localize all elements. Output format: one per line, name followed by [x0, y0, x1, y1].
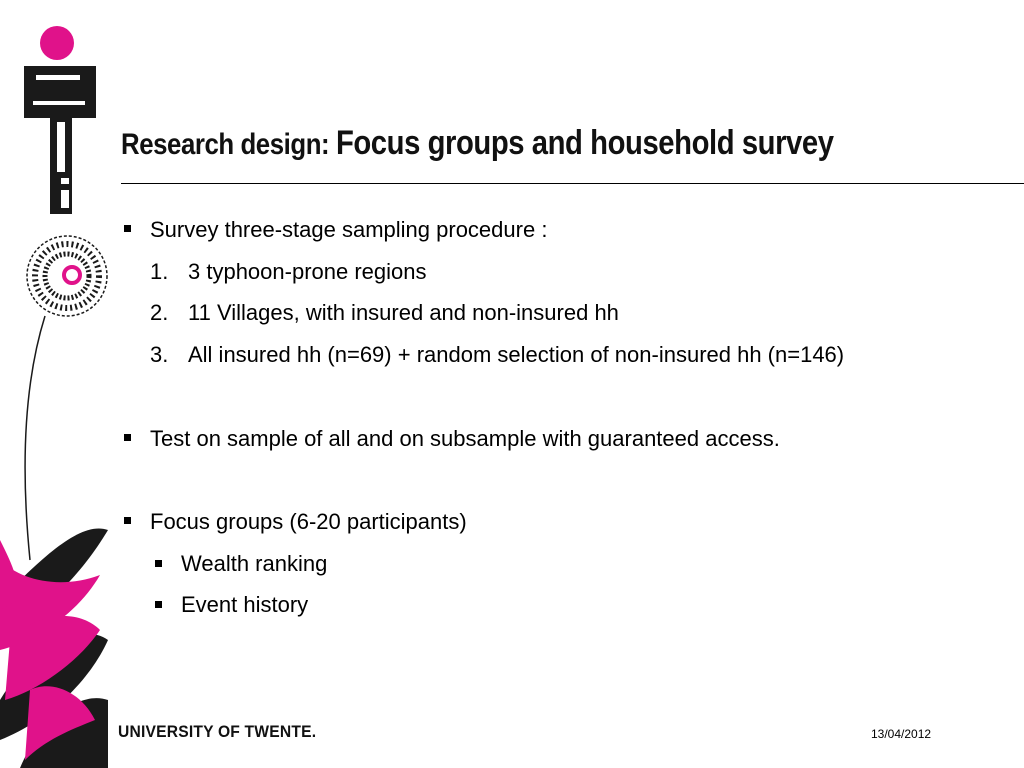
slide-title — [121, 124, 834, 163]
numbered-index-3: 3. — [150, 342, 169, 367]
sub-bullet-marker — [155, 560, 162, 567]
slide-date: 13/04/2012 — [871, 727, 932, 741]
numbered-item-1: 3 typhoon-prone regions — [188, 259, 427, 284]
numbered-item-2: 11 Villages, with insured and non-insured hh — [188, 300, 619, 325]
bullet-test-sample: Test on sample of all and on subsample with guaranteed access. — [150, 426, 780, 451]
logo-block — [24, 66, 96, 118]
university-logo-text: UNIVERSITY OF TWENTE. — [118, 722, 317, 741]
bullet-focus-groups: Focus groups (6-20 participants) — [150, 509, 467, 534]
sub-bullet-wealth-ranking: Wealth ranking — [181, 551, 328, 576]
leaves-decoration — [0, 528, 108, 768]
sub-bullet-marker — [155, 601, 162, 608]
bullet-survey-procedure: Survey three-stage sampling procedure : — [150, 217, 548, 242]
decorative-artwork — [0, 0, 112, 768]
title-divider — [121, 183, 1024, 184]
bullet-marker — [124, 517, 131, 524]
flower-icon — [27, 236, 107, 316]
title-part-2: Focus groups and household survey — [335, 124, 834, 162]
sub-bullet-event-history: Event history — [181, 592, 309, 617]
bullet-marker — [124, 225, 131, 232]
bullet-marker — [124, 434, 131, 441]
pink-dot-icon — [40, 26, 74, 60]
numbered-index-2: 2. — [150, 300, 169, 325]
numbered-index-1: 1. — [150, 259, 169, 284]
numbered-item-3: All insured hh (n=69) + random selection of non-insured hh (n=146) — [188, 342, 845, 367]
title-part-1: Research design: — [121, 128, 336, 161]
